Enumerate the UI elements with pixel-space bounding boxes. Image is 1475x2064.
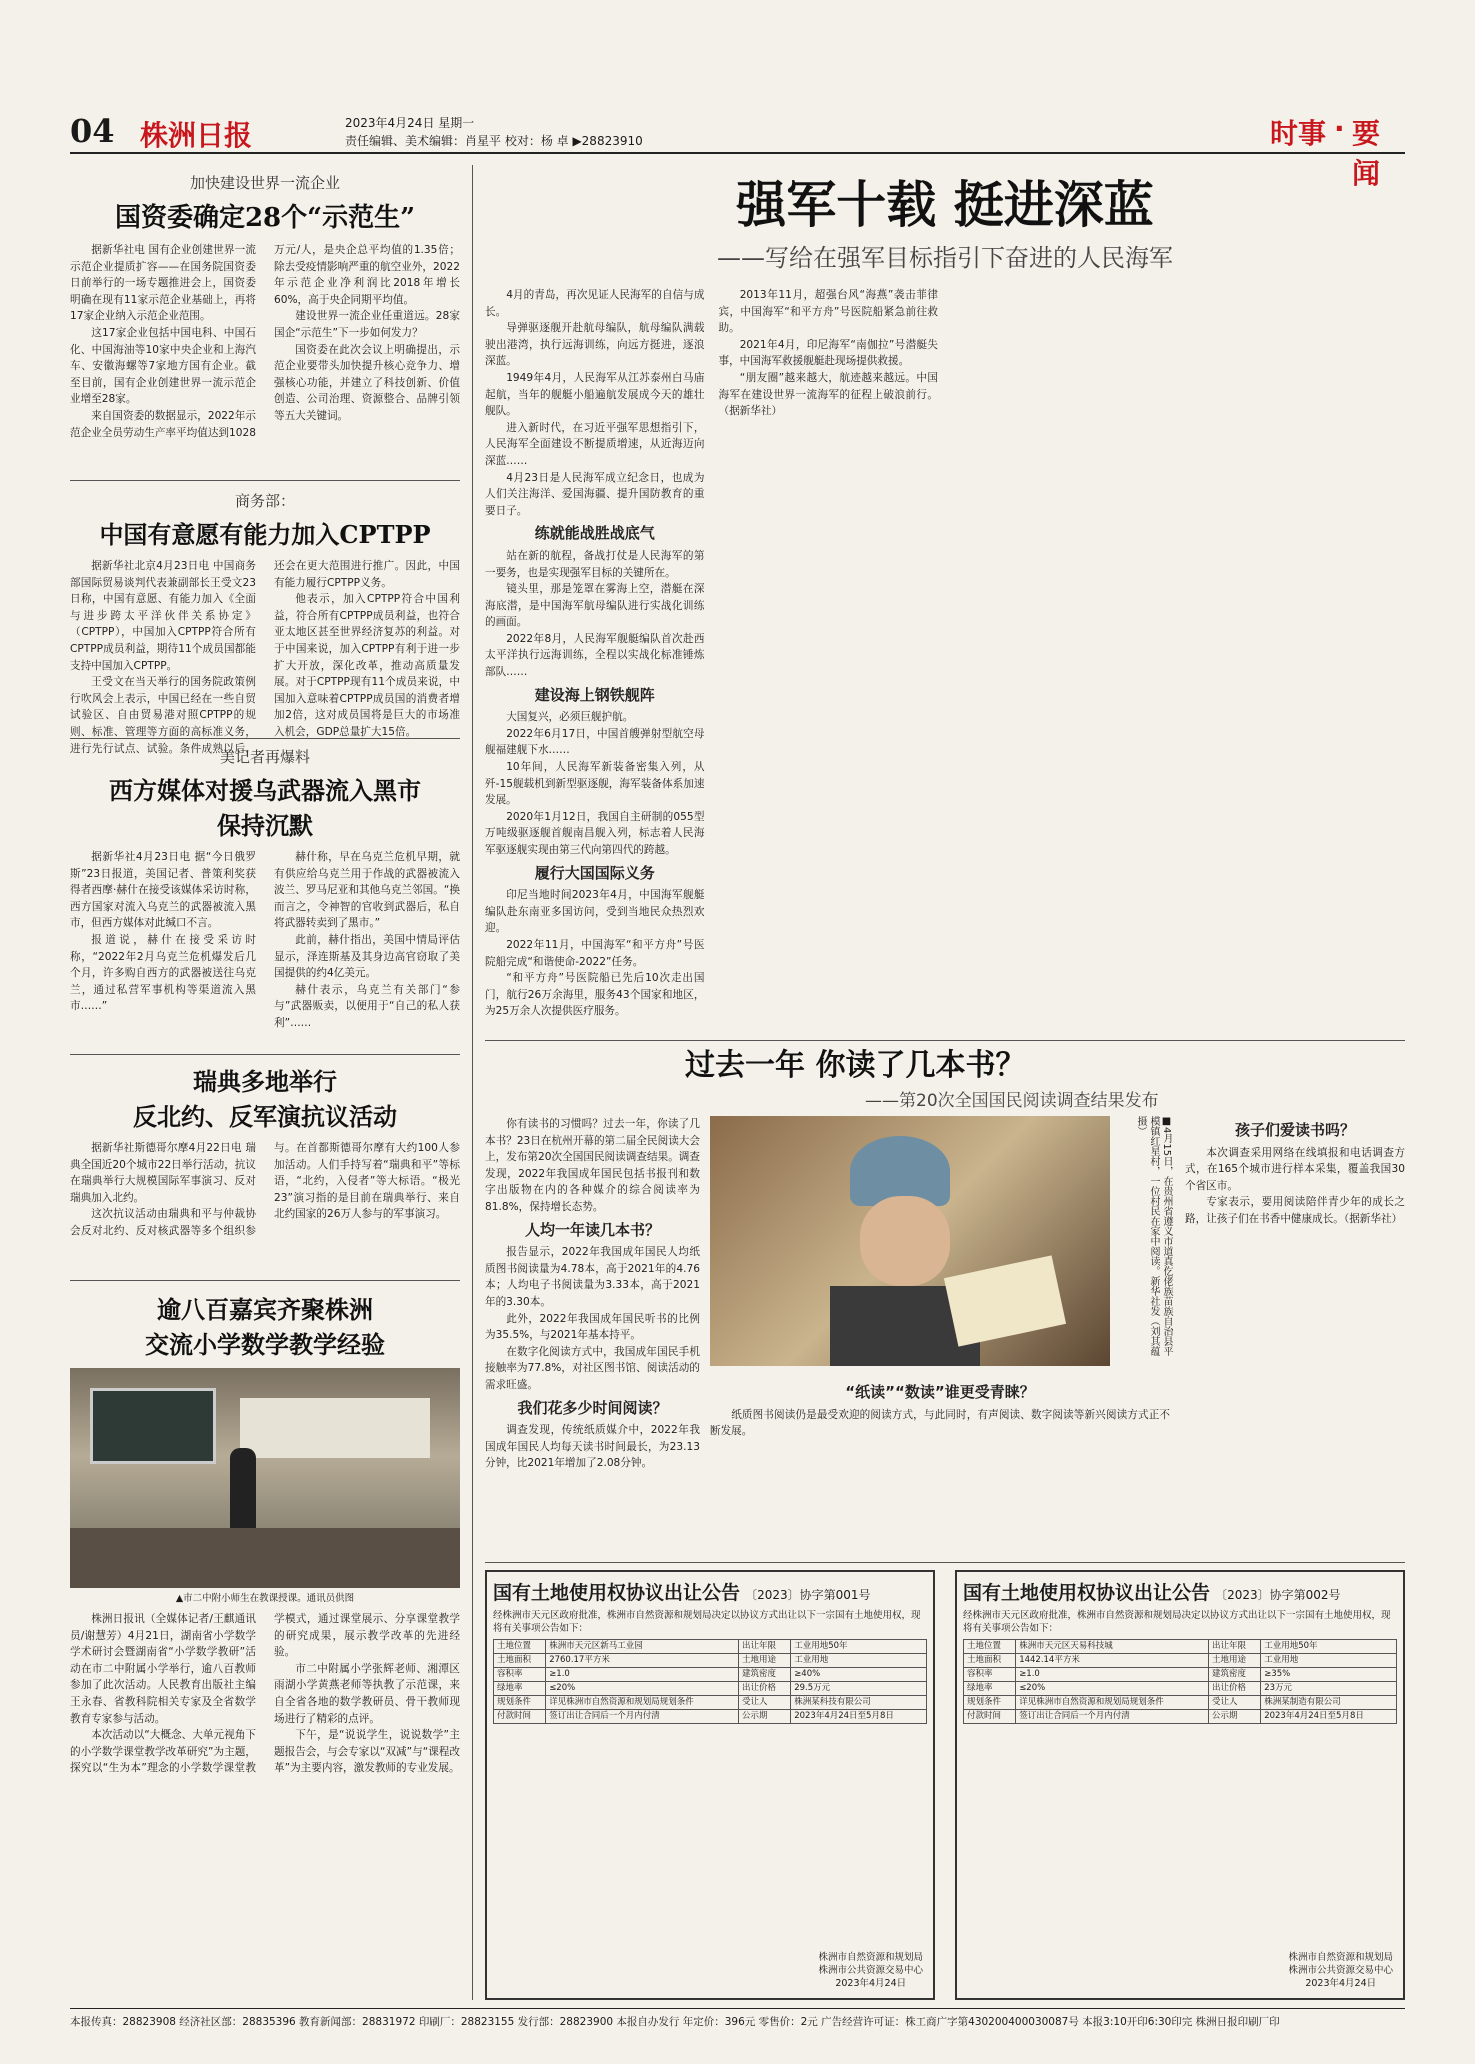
paragraph: 建设世界一流企业任重道远。28家国企“示范生”下一步如何发力？ <box>274 310 460 339</box>
notice-table <box>963 1639 1397 1724</box>
paragraph: 这次抗议活动由瑞典和平与仲裁协会反对北约、反对核武器等多个组织参与。在首都斯德哥尔摩有大约100人参加活动。人们手持写着“瑞典和平”等标语，“北约，入侵者”等大标语。“极光23”演习指的是目前在瑞典举行、来自北约国家的26万人参与的军事演习。 <box>70 1142 460 1237</box>
table-cell: ≤20% <box>546 1682 739 1696</box>
paragraph: 王受文在当天举行的国务院政策例行吹风会上表示，中国已经在一些自贸试验区、自由贸易港对照CPTPP的规则、标准、管理等方面的高标准义务，进行先行试点、试验。条件成熟以后，还会在更大范围进行推广。因此，中国有能力履行CPTPP义务。 <box>70 560 460 755</box>
article-title: 中国有意愿有能力加入CPTPP <box>99 520 431 549</box>
sub-heading: 履行大国国际义务 <box>534 863 655 882</box>
divider <box>70 738 460 739</box>
table-cell: 付款时间 <box>494 1710 546 1724</box>
table-cell: 出让价格 <box>1209 1682 1261 1696</box>
paragraph: “和平方舟”号医院船已先后10次走出国门，航行26万余海里，服务43个国家和地区，为25万余人次提供医疗服务。 <box>485 972 705 1018</box>
sub-heading: 建设海上钢铁舰阵 <box>534 685 655 704</box>
article-title-line1: 瑞典多地举行 <box>193 1067 337 1096</box>
paragraph: 本次调查采用网络在线填报和电话调查方式，在165个城市进行样本采集，覆盖我国30个省区市。 <box>1185 1146 1405 1192</box>
table-cell: 公示期 <box>1209 1710 1261 1724</box>
classroom-photo <box>70 1368 460 1588</box>
paragraph: 报告显示，2022年我国成年国民人均纸质图书阅读量为4.78本，高于2021年的4.76本；人均电子书阅读量为3.33本，高于2021年的3.30本。 <box>485 1246 700 1308</box>
table-cell: 出让年限 <box>739 1640 791 1654</box>
reading-body-right <box>1185 1116 1405 1546</box>
table-cell: 绿地率 <box>494 1682 546 1696</box>
divider <box>70 480 460 481</box>
notice-intro: 经株洲市天元区政府批准，株洲市自然资源和规划局决定以协议方式出让以下一宗国有土地使用权，现将有关事项公告如下： <box>493 1610 921 1634</box>
issue-date: 2023年4月24日 星期一 <box>345 116 475 130</box>
article-navy <box>485 170 1405 1050</box>
paragraph: 据新华社电 国有企业创建世界一流示范企业提质扩容——在国务院国资委日前举行的一场专题推进会上，国资委明确在现有11家示范企业基础上，再将17家企业纳入示范企业范围。 <box>70 244 256 323</box>
article-sasac <box>70 172 460 472</box>
table-row <box>494 1682 927 1696</box>
article-title-line2: 交流小学数学教学经验 <box>145 1330 385 1359</box>
article-body <box>70 1140 460 1240</box>
table-cell: 规划条件 <box>494 1696 546 1710</box>
table-cell: 签订出让合同后一个月内付清 <box>546 1710 739 1724</box>
page-footer: 本报传真：28823908 经济社区部：28835396 教育新闻部：28831972 印刷厂：28823155 发行部：28823900 本报自办发行 年定价：396元 零售价：2元 广告经营许可证：株工商广字第430200400030087号 本报3:10开印6:30印完 株洲日报印刷厂印 <box>70 2016 1280 2028</box>
article-kicker: 美记者再爆料 <box>219 748 310 766</box>
article-title: 国资委确定28个“示范生” <box>114 203 416 233</box>
paragraph: 2022年8月，人民海军舰艇编队首次赴西太平洋执行远海训练，全程以实战化标准锤炼部队…… <box>485 632 705 679</box>
notice-intro: 经株洲市天元区政府批准，株洲市自然资源和规划局决定以协议方式出让以下一宗国有土地使用权，现将有关事项公告如下： <box>963 1610 1391 1634</box>
table-cell: 建筑密度 <box>739 1668 791 1682</box>
notice-heading <box>963 1578 1397 1605</box>
notice-date: 2023年4月24日 <box>1305 1978 1377 1989</box>
article-kicker: 商务部： <box>234 492 295 510</box>
notice-title: 国有土地使用权协议出让公告 <box>493 1582 741 1604</box>
section-title: 时事 <box>1270 117 1327 150</box>
article-sweden <box>70 1062 460 1272</box>
table-cell: 土地用途 <box>1209 1654 1261 1668</box>
notice-footer <box>818 1951 923 1990</box>
paragraph: 来自国资委的数据显示，2022年示范企业全员劳动生产率平均值达到1028万元/人，是央企总平均值的1.35倍；除去受疫情影响严重的航空业外，2022年示范企业净利润比2018年增长60%，高于央企同期平均值。 <box>70 244 460 439</box>
paragraph: 市二中附属小学张辉老师、湘潭区雨湖小学黄燕老师等执教了示范课，来自全省各地的数学教研员、骨干教师现场进行了精彩的点评。 <box>274 1662 460 1725</box>
paragraph: 据新华社4月23日电 据“今日俄罗斯”23日报道，美国记者、普策利奖获得者西摩·赫什在接受该媒体采访时称，西方国家对流入乌克兰的武器被流入黑市，但西方媒体对此缄口不言。 <box>70 851 256 930</box>
article-title-line2: 保持沉默 <box>217 811 313 840</box>
sub-heading: “纸读”“数读”谁更受青睐？ <box>845 1383 1035 1401</box>
article-body <box>70 1611 460 1777</box>
article-title-line1: 逾八百嘉宾齐聚株洲 <box>157 1295 373 1324</box>
table-cell: 土地面积 <box>964 1654 1016 1668</box>
article-body <box>70 242 460 441</box>
table-cell: 受让人 <box>1209 1696 1261 1710</box>
table-cell: 土地用途 <box>739 1654 791 1668</box>
divider <box>485 1040 1405 1041</box>
table-row <box>964 1668 1397 1682</box>
table-cell: 付款时间 <box>964 1710 1016 1724</box>
paragraph: 赫什称，早在乌克兰危机早期，就有供应给乌克兰用于作战的武器被流入波兰、罗马尼亚和其他乌克兰邻国。“换而言之，令神智的官收到武器后，私自将武器转卖到了黑市。” <box>274 851 460 930</box>
table-row <box>964 1682 1397 1696</box>
table-row <box>494 1696 927 1710</box>
navy-subtitle: ——写给在强军目标指引下奋进的人民海军 <box>717 244 1173 272</box>
table-cell: 23万元 <box>1261 1682 1397 1696</box>
notice-title: 国有土地使用权协议出让公告 <box>963 1582 1211 1604</box>
divider <box>70 1280 460 1281</box>
paragraph: 报道说，赫什在接受采访时称，“2022年2月乌克兰危机爆发后几个月，许多购自西方的武器被送往乌克兰，通过私营军事机构等渠道流入黑市……” <box>70 933 256 1013</box>
paragraph: 2013年11月，超强台风“海燕”袭击菲律宾，中国海军“和平方舟”号医院船紧急前往救助。 <box>718 289 938 335</box>
notice-issuer: 株洲市公共资源交易中心 <box>1288 1965 1393 1976</box>
notice-issuer: 株洲市自然资源和规划局 <box>1288 1952 1393 1963</box>
article-reading <box>485 1048 1405 1556</box>
table-cell: 容积率 <box>494 1668 546 1682</box>
paragraph: 2020年1月12日，我国自主研制的055型万吨级驱逐舰首舰南昌舰入列，标志着人民海军驱逐舰实现由第三代向第四代的跨越。 <box>485 810 705 856</box>
photo-caption: ▲市二中附小师生在教课授课。通讯员供图 <box>175 1593 355 1604</box>
table-cell: 受让人 <box>739 1696 791 1710</box>
paragraph: 专家表示，要用阅读陪伴青少年的成长之路，让孩子们在书香中健康成长。（据新华社） <box>1185 1196 1405 1225</box>
paragraph: 10年间，人民海军新装备密集入列，从歼-15舰载机到新型驱逐舰，海军装备体系加速发展。 <box>485 761 705 807</box>
table-cell: 2760.17平方米 <box>546 1654 739 1668</box>
reading-body-middle <box>710 1378 1170 1548</box>
table-cell: 工业用地50年 <box>1261 1640 1397 1654</box>
table-cell: 株洲某科技有限公司 <box>791 1696 927 1710</box>
section-subtitle: 要闻 <box>1352 117 1381 190</box>
reading-photo-caption: ■4月15日，在贵州省遵义市道真仡佬族苗族自治县平模镇红星村，一位村民在家中阅读。新华社发（刘其蕴 摄） <box>1135 1116 1172 1357</box>
article-body <box>485 287 1405 1047</box>
paragraph: 4月23日是人民海军成立纪念日，也成为人们关注海洋、爱国海疆、提升国防教育的重要日子。 <box>485 471 705 517</box>
table-cell: 2023年4月24日至5月8日 <box>791 1710 927 1724</box>
article-math-teaching <box>70 1290 460 2000</box>
table-row <box>964 1696 1397 1710</box>
paragraph: 此外，2022年我国成年国民听书的比例为35.5%，与2021年基本持平。 <box>485 1312 700 1342</box>
table-cell: 详见株洲市自然资源和规划局规划条件 <box>546 1696 739 1710</box>
paragraph: 据新华社斯德哥尔摩4月22日电 瑞典全国近20个城市22日举行活动，抗议在瑞典举行大规模国际军事演习、反对瑞典加入北约。 <box>70 1142 256 1204</box>
sub-heading: 人均一年读几本书？ <box>524 1220 660 1239</box>
paragraph: 下午，是“说说学生，说说数学”主题报告会，与会专家以“双减”与“课程改革”为主要内容，激发教师的专业发展。 <box>274 1729 460 1775</box>
table-row <box>494 1710 927 1724</box>
paragraph: 大国复兴，必须巨舰护航。 <box>506 711 634 724</box>
table-cell: 株洲市天元区天易科技城 <box>1016 1640 1209 1654</box>
paragraph: 调查发现，传统纸质媒介中，2022年我国成年国民人均每天读书时间最长，为23.13分钟，比2021年增加了2.08分钟。 <box>485 1424 700 1470</box>
article-title-line1: 西方媒体对援乌武器流入黑市 <box>109 776 421 805</box>
table-cell: 出让价格 <box>739 1682 791 1696</box>
table-row <box>494 1640 927 1654</box>
paragraph: 你有读书的习惯吗？过去一年，你读了几本书？23日在杭州开幕的第二届全民阅读大会上，发布第20次全国国民阅读调查结果。调查发现，2022年我国成年国民包括书报刊和数字出版物在内的各种媒介的综合阅读率为81.8%，保持增长态势。 <box>485 1118 700 1213</box>
table-cell: 土地面积 <box>494 1654 546 1668</box>
table-cell: 出让年限 <box>1209 1640 1261 1654</box>
paragraph: 4月的青岛，再次见证人民海军的自信与成长。 <box>485 289 705 318</box>
table-cell: ≥35% <box>1261 1668 1397 1682</box>
table-cell: 详见株洲市自然资源和规划局规划条件 <box>1016 1696 1209 1710</box>
table-row <box>964 1710 1397 1724</box>
article-cptpp <box>70 490 460 755</box>
sub-heading: 我们花多少时间阅读？ <box>517 1398 668 1417</box>
paragraph: “朋友圈”越来越大，航迹越来越远。中国海军在建设世界一流海军的征程上破浪前行。（据新华社） <box>718 371 938 418</box>
paper-name: 株洲日报 <box>140 119 253 152</box>
paragraph: 站在新的航程，备战打仗是人民海军的第一要务，也是实现强军目标的关键所在。 <box>485 549 705 579</box>
notice-number: 〔2023〕协字第002号 <box>1215 1588 1341 1602</box>
paragraph: 1949年4月，人民海军从江苏泰州白马庙起航，当年的舰艇小船遍航发展成今天的雄壮舰队。 <box>485 371 705 418</box>
table-cell: 公示期 <box>739 1710 791 1724</box>
table-cell: 建筑密度 <box>1209 1668 1261 1682</box>
navy-title: 强军十载 挺进深蓝 <box>736 175 1154 234</box>
footer-rule <box>70 2008 1405 2009</box>
table-cell: 株洲市天元区新马工业园 <box>546 1640 739 1654</box>
paragraph: 这17家企业包括中国电科、中国石化、中国海油等10家中央企业和上海汽车、安徽海螺等7家地方国有企业。截至目前，国有企业创建世界一流示范企业增至28家。 <box>70 326 256 406</box>
paragraph: 2021年4月，印尼海军“南伽拉”号潜艇失事，中国海军救援舰艇赴现场提供救援。 <box>718 338 938 368</box>
table-cell: ≥1.0 <box>546 1668 739 1682</box>
table-cell: 2023年4月24日至5月8日 <box>1261 1710 1397 1724</box>
paragraph: 2022年11月，中国海军“和平方舟”号医院船完成“和谐使命-2022”任务。 <box>485 938 705 968</box>
table-cell: 规划条件 <box>964 1696 1016 1710</box>
notice-footer <box>1288 1951 1393 1990</box>
article-kicker: 加快建设世界一流企业 <box>189 174 340 192</box>
notice-date: 2023年4月24日 <box>835 1978 907 1989</box>
table-cell: 土地位置 <box>494 1640 546 1654</box>
paragraph: 导弹驱逐舰开赴航母编队，航母编队满载驶出港湾，执行远海训练，向远方挺进，逐浪深蓝。 <box>485 322 705 368</box>
section-dot: · <box>1334 112 1345 145</box>
table-cell: 签订出让合同后一个月内付清 <box>1016 1710 1209 1724</box>
paragraph: 镜头里，那是笼罩在雾海上空，潜艇在深海底潜，是中国海军航母编队进行实战化训练的画面。 <box>485 583 705 629</box>
sub-heading: 练就能战胜战底气 <box>534 524 655 543</box>
paragraph: 据新华社北京4月23日电 中国商务部国际贸易谈判代表兼副部长王受文23日称，中国有意愿、有能力加入《全面与进步跨太平洋伙伴关系协定》（CPTPP），中国加入CPTPP符合所有CPTPP成员利益，期待11个成员国都能支持中国加入CPTPP。 <box>70 560 256 672</box>
editors-line: 责任编辑、美术编辑：肖星平 校对：杨 卓 ▶28823910 <box>345 134 643 148</box>
table-cell: ≥40% <box>791 1668 927 1682</box>
divider <box>70 1054 460 1055</box>
article-west-media <box>70 746 460 1046</box>
paragraph: 印尼当地时间2023年4月，中国海军舰艇编队赴东南亚多国访问，受到当地民众热烈欢迎。 <box>485 889 705 935</box>
reading-subtitle: ——第20次全国国民阅读调查结果发布 <box>865 1091 1159 1111</box>
table-row <box>494 1654 927 1668</box>
table-cell: 绿地率 <box>964 1682 1016 1696</box>
paragraph: 他表示，加入CPTPP符合中国利益，符合所有CPTPP成员利益，也符合亚太地区甚至世界经济复苏的利益。对于中国来说，加入CPTPP有利于进一步扩大开放，深化改革，推动高质量发展。对于CPTPP现有11个成员来说，中国加入意味着CPTPP成员国的消费者增加2倍，这对成员国将是巨大的市场准入机会，GDP总量扩大15倍。 <box>274 593 460 738</box>
article-body <box>70 849 460 1032</box>
sub-heading: 孩子们爱读书吗？ <box>1234 1121 1355 1139</box>
notice-issuer: 株洲市自然资源和规划局 <box>818 1952 923 1963</box>
paragraph: 此前，赫什指出，美国中情局评估显示，泽连斯基及其身边高官窃取了美国提供的约4亿美元。 <box>274 933 460 980</box>
table-cell: ≥1.0 <box>1016 1668 1209 1682</box>
paragraph: 赫什表示，乌克兰有关部门“参与”武器贩卖，以便用于“自己的私人获利”…… <box>274 983 460 1029</box>
notice-heading <box>493 1578 927 1605</box>
table-cell: 1442.14平方米 <box>1016 1654 1209 1668</box>
table-cell: 29.5万元 <box>791 1682 927 1696</box>
paragraph: 国资委在此次会议上明确提出，示范企业要带头加快提升核心竞争力、增强核心功能，并建立了科技创新、价值创造、公司治理、资源整合、品牌引领等五大关键词。 <box>274 343 460 422</box>
reading-photo <box>710 1116 1110 1366</box>
paragraph: 2022年6月17日，中国首艘弹射型航空母舰福建舰下水…… <box>485 727 705 757</box>
table-cell: ≤20% <box>1016 1682 1209 1696</box>
land-notice-001 <box>485 1570 935 2000</box>
paragraph: 株洲日报讯（全媒体记者/王麒通讯员/谢慧芳）4月21日，湖南省小学数学学术研讨会暨湖南省“小学数学教研”活动在市二中附属小学举行，逾八百教师参加了此次活动。人民教育出版社主编王永春、省教科院相关专家及全省数学教育专家参与活动。 <box>70 1613 256 1725</box>
table-cell: 工业用地 <box>791 1654 927 1668</box>
table-row <box>964 1640 1397 1654</box>
table-cell: 工业用地50年 <box>791 1640 927 1654</box>
article-body <box>70 558 460 757</box>
masthead-rule <box>70 152 1405 154</box>
table-row <box>494 1668 927 1682</box>
table-row <box>964 1654 1397 1668</box>
column-separator <box>472 165 473 2000</box>
table-cell: 土地位置 <box>964 1640 1016 1654</box>
paragraph: 本次活动以“大概念、大单元视角下的小学数学课堂教学改革研究”为主题，探究以“生为本”理念的小学数学课堂教学模式，通过课堂展示、分享课堂教学的研究成果，展示教学改革的先进经验。 <box>70 1613 460 1775</box>
paragraph: 在数字化阅读方式中，我国成年国民手机接触率为77.8%，对社区图书馆、阅读活动的需求旺盛。 <box>485 1345 700 1391</box>
reading-body-left <box>485 1116 700 1546</box>
notice-number: 〔2023〕协字第001号 <box>745 1588 871 1602</box>
notice-issuer: 株洲市公共资源交易中心 <box>818 1965 923 1976</box>
article-title-line2: 反北约、反军演抗议活动 <box>133 1102 397 1131</box>
page-number: 04 <box>70 112 115 150</box>
table-cell: 株洲某制造有限公司 <box>1261 1696 1397 1710</box>
notice-table <box>493 1639 927 1724</box>
land-notice-002 <box>955 1570 1405 2000</box>
paragraph: 纸质图书阅读仍是最受欢迎的阅读方式，与此同时，有声阅读、数字阅读等新兴阅读方式正不断发展。 <box>710 1408 1170 1438</box>
table-cell: 工业用地 <box>1261 1654 1397 1668</box>
reading-title: 过去一年 你读了几本书？ <box>685 1048 1026 1083</box>
paragraph: 进入新时代，在习近平强军思想指引下，人民海军全面建设不断提质增速，从近海迈向深蓝…… <box>485 421 705 467</box>
divider <box>485 1562 1405 1563</box>
table-cell: 容积率 <box>964 1668 1016 1682</box>
